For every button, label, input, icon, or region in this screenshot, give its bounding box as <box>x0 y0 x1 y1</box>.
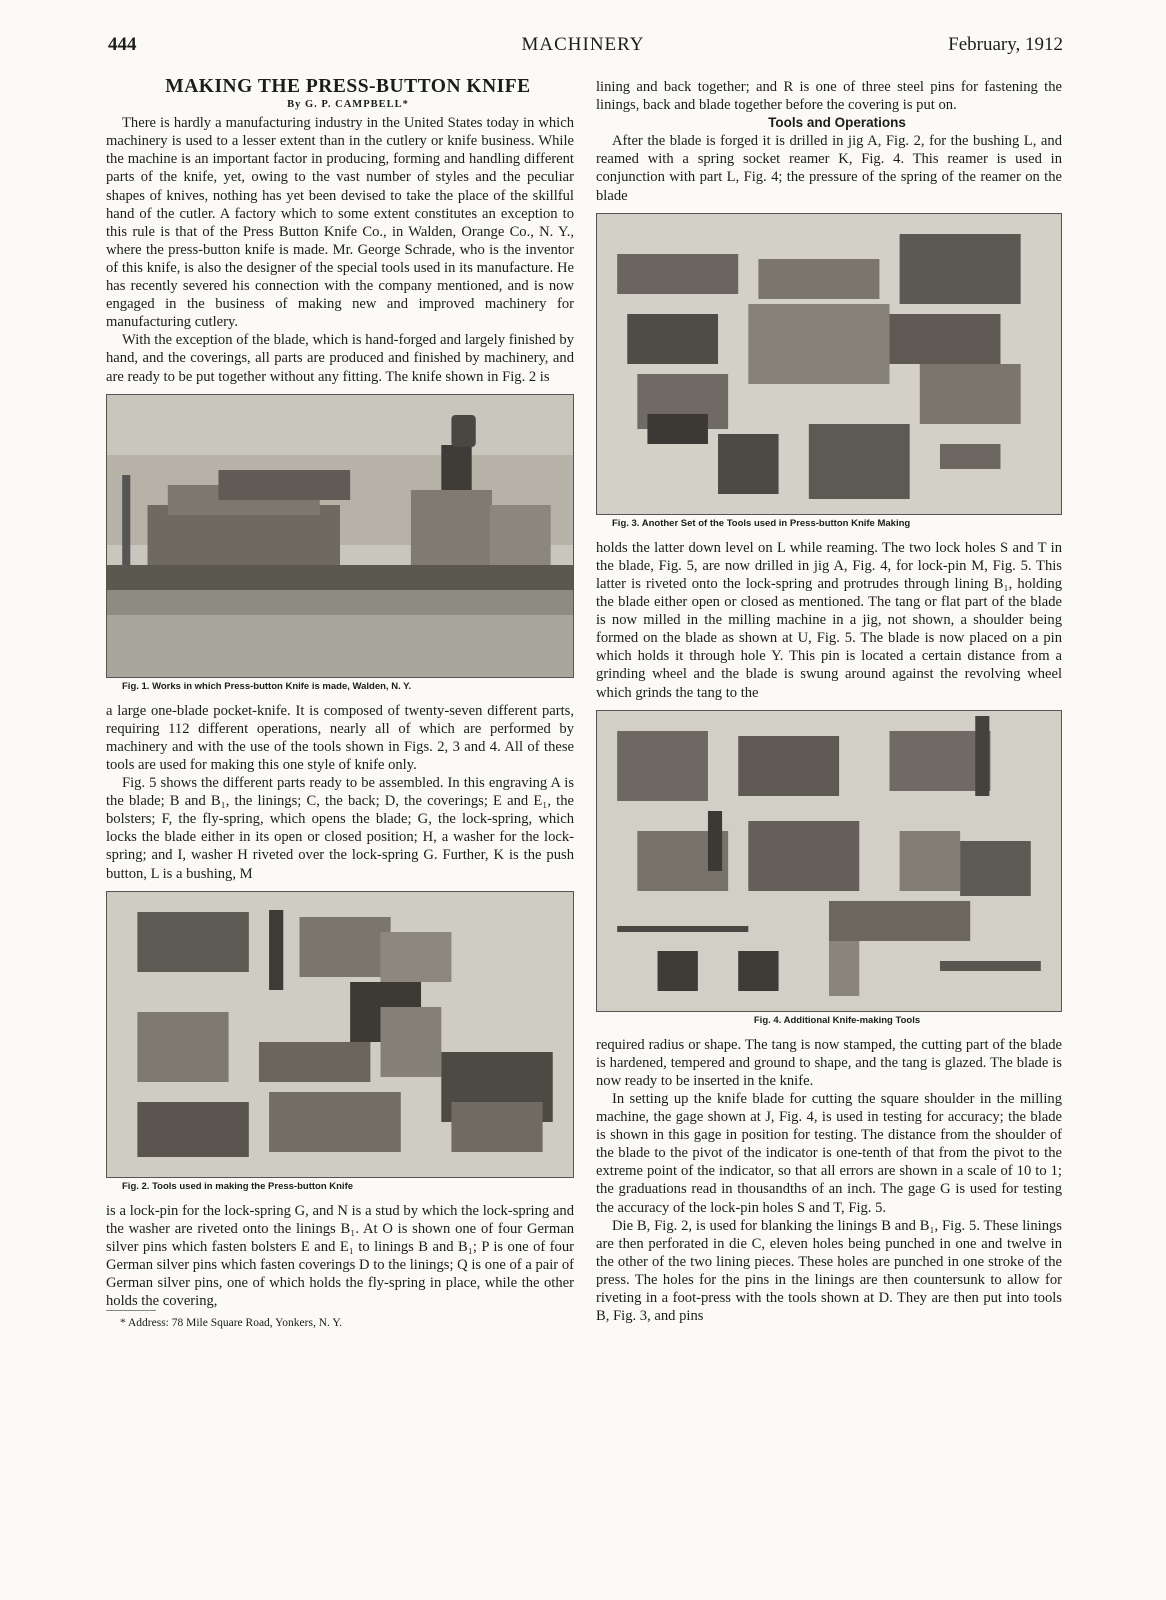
paragraph: There is hardly a manufacturing industry in the United States today in which machinery is used to a lesser extent than in the cutlery or knife business. While the machine is an important factor in producing, forming and handling different parts of the knife, yet, owing to the vast number of styles and the peculiar shapes of knives, nothing has yet been devised to take the place of the skillful hand of the cutler. A factory which to some extent constitutes an exception to this rule is that of the Press Button Knife Co., in Walden, Orange Co., N. Y., where the press-button knife is made. Mr. George Schrade, who is the inventor of this knife, is also the designer of the special tools used in its manufacture. He has recently severed his connection with the company mentioned, and is now engaged in the business of making new and improved machinery for manufacturing cutlery. <box>106 115 574 331</box>
figure-4-caption: Fig. 4. Additional Knife-making Tools <box>753 1014 921 1026</box>
figure-1-caption: Fig. 1. Works in which Press-button Knife is made, Walden, N. Y. <box>122 680 412 692</box>
paragraph: a large one-blade pocket-knife. It is composed of twenty-seven different parts, requiring 112 different operations, nearly all of which are performed by machinery and with the use of the tools shown in Figs. 2, 3 and 4. All of these tools are used for making this one style of knife only. <box>106 702 574 773</box>
section-subhead: Tools and Operations <box>768 115 906 131</box>
paragraph: is a lock-pin for the lock-spring G, and N is a stud by which the lock-spring and the washer are riveted onto the linings B₁. At O is shown one of four German silver pins which fasten bolsters E and E₁ to linings B and B₁; P is one of four German silver pins which fasten coverings D to the linings; Q is one of a pair of German silver pins, one of which holds the fly-spring in place, while the other holds the covering, <box>106 1202 574 1310</box>
knife-tools-photo <box>596 710 1062 1012</box>
paragraph: Die B, Fig. 2, is used for blanking the linings B and B₁, Fig. 5. These linings are then perforated in die C, eleven holes being punched in one and twelve in the other of the two lining pieces. These holes are punched in one stroke of the press. The holes for the pins in the linings are then countersunk to allow for riveting in a foot-press with the tools shown at D. They are then put into tools B, Fig. 3, and pins <box>596 1217 1062 1325</box>
left-column <box>106 78 574 1332</box>
tools-photo-set <box>596 213 1062 515</box>
paragraph: With the exception of the blade, which is hand-forged and largely finished by hand, and the coverings, all parts are produced and finished by machinery, and are ready to be put together without any fitting. The knife shown in Fig. 2 is <box>106 332 574 385</box>
figure-2 <box>106 891 574 1196</box>
factory-photo <box>106 394 574 678</box>
paragraph: In setting up the knife blade for cutting the square shoulder in the milling machine, the gage shown at J, Fig. 4, is used in testing for accuracy; the blade is shown in this gage in position for testing. The distance from the shoulder of the blade to the pivot of the indicator is one-tenth of that from the pivot to the extreme point of the indicator, so that all errors are shown in a scale of 10 to 1; the graduations read in thousandths of an inch. The gage G is used for testing the accuracy of the lock-pin holes S and T, Fig. 5. <box>596 1090 1062 1216</box>
paragraph: required radius or shape. The tang is now stamped, the cutting part of the blade is hardened, tempered and ground to shape, and the tang is glazed. The blade is now ready to be inserted in the knife. <box>596 1036 1062 1089</box>
issue-date: February, 1912 <box>948 34 1063 55</box>
article-byline: By G. P. CAMPBELL* <box>287 99 409 111</box>
figure-4 <box>596 710 1062 1030</box>
footnote: * Address: 78 Mile Square Road, Yonkers, N. Y. <box>106 1310 156 1332</box>
page-header <box>0 34 1166 62</box>
paragraph: holds the latter down level on L while reaming. The two lock holes S and T in the blade, Fig. 5, are now drilled in jig A, Fig. 4, for lock-pin M, Fig. 5. This latter is riveted onto the lock-spring and protrudes through lining B₁, holding the blade either open or closed as mentioned. The tang or flat part of the blade is now milled in the milling machine in a jig, not shown, a shoulder being formed on the blade as shown at U, Fig. 5. The blade is now placed on a pin which holds it through hole Y. This pin is located a certain distance from a grinding wheel and the blade is swung around against the revolving wheel which grinds the tang to the <box>596 539 1062 701</box>
figure-3 <box>596 213 1062 533</box>
figure-1 <box>106 394 574 696</box>
article-title: MAKING THE PRESS-BUTTON KNIFE <box>165 76 531 97</box>
figure-3-caption: Fig. 3. Another Set of the Tools used in Press-button Knife Making <box>612 517 911 529</box>
figure-2-caption: Fig. 2. Tools used in making the Press-button Knife <box>122 1180 354 1192</box>
paragraph: Fig. 5 shows the different parts ready to be assembled. In this engraving A is the blade; B and B₁, the linings; C, the back; D, the coverings; E and E₁, the bolsters; F, the fly-spring, which opens the blade; G, the lock-spring, which locks the blade either in its open or closed position; H, a washer for the lock-spring; and I, washer H riveted over the lock-spring G. Further, K is the push button, L is a bushing, M <box>106 775 574 882</box>
journal-name: MACHINERY <box>521 34 645 55</box>
paragraph: After the blade is forged it is drilled in jig A, Fig. 2, for the bushing L, and reamed with a spring socket reamer K, Fig. 4. This reamer is used in conjunction with part L, Fig. 4; the pressure of the spring of the reamer on the blade <box>596 133 1062 204</box>
tools-photo <box>106 891 574 1178</box>
paragraph: lining and back together; and R is one of three steel pins for fastening the linings, back and blade together before the covering is put on. <box>596 79 1062 114</box>
right-column <box>596 78 1062 1325</box>
page-number: 444 <box>108 34 137 55</box>
